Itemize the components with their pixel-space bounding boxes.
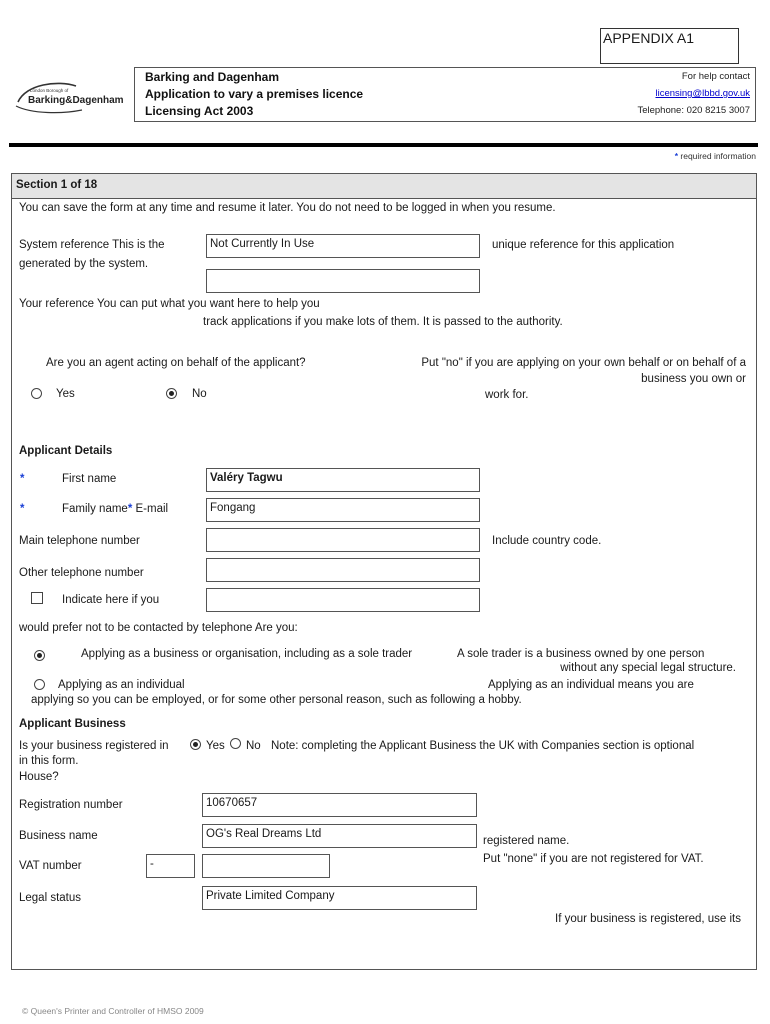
- agent-no-radio[interactable]: [166, 388, 177, 399]
- other-telephone-label: Other telephone number: [19, 567, 144, 579]
- help-contact: For help contact: [681, 71, 750, 82]
- registered-yes-radio[interactable]: [190, 739, 201, 750]
- required-note: [675, 151, 756, 161]
- legal-status-label: Legal status: [19, 892, 82, 904]
- applying-business-radio[interactable]: [34, 650, 45, 661]
- logo-main-text: Barking&Dagenham: [28, 95, 124, 106]
- family-name-label-text: Family name: [62, 503, 128, 515]
- system-reference-field[interactable]: Not Currently In Use: [206, 234, 480, 258]
- applying-individual-radio[interactable]: [34, 679, 45, 690]
- help-email-link[interactable]: licensing@lbbd.gov.uk: [655, 88, 750, 99]
- email-label: E-mail: [135, 503, 169, 515]
- council-logo: [12, 78, 130, 118]
- registration-number-input[interactable]: 10670657: [202, 793, 477, 817]
- business-registered-question: Is your business registered in: [19, 740, 169, 752]
- system-reference-label-2: generated by the system.: [19, 258, 149, 270]
- header-divider: [9, 143, 758, 147]
- applying-individual-note-1: Applying as an individual means you are: [488, 679, 694, 691]
- no-contact-label: Indicate here if you: [62, 594, 160, 606]
- applicant-details-heading: Applicant Details: [19, 445, 113, 457]
- your-reference-label: Your reference You can put what you want here to help you: [19, 298, 320, 310]
- registered-note: Note: completing the Applicant Business the UK with Companies section is optional: [271, 740, 695, 752]
- vat-note: Put "none" if you are not registered for VAT.: [483, 853, 704, 865]
- other-telephone-input[interactable]: [206, 558, 480, 582]
- business-name-input[interactable]: OG's Real Dreams Ltd: [202, 824, 477, 848]
- agent-note-3: work for.: [485, 389, 529, 401]
- applying-business-label: Applying as a business or organisation, including as a sole trader: [81, 648, 413, 660]
- intro-text: You can save the form at any time and resume it later. You do not need to be logged in when you resume.: [19, 202, 556, 214]
- no-contact-checkbox[interactable]: [31, 592, 43, 604]
- header-act: Licensing Act 2003: [145, 104, 254, 118]
- family-name-label: [62, 503, 168, 515]
- prefer-not-contacted-text: would prefer not to be contacted by telephone Are you:: [19, 622, 298, 634]
- agent-no-label: No: [192, 388, 207, 400]
- registered-yes-label: Yes: [206, 740, 225, 752]
- family-name-input[interactable]: Fongang: [206, 498, 480, 522]
- registered-use-note: If your business is registered, use its: [555, 913, 741, 925]
- business-name-note: registered name.: [483, 835, 570, 847]
- applying-business-note-1: A sole trader is a business owned by one person: [457, 648, 705, 660]
- main-telephone-note: Include country code.: [492, 535, 602, 547]
- applying-individual-note-2: applying so you can be employed, or for some other personal reason, such as following a hobby.: [31, 694, 522, 706]
- first-name-input[interactable]: Valéry Tagwu: [206, 468, 480, 492]
- applying-business-note-2: without any special legal structure.: [560, 662, 736, 674]
- help-telephone: Telephone: 020 8215 3007: [637, 105, 750, 116]
- section-header: Section 1 of 18: [11, 173, 757, 199]
- footer-copyright: © Queen's Printer and Controller of HMSO 2009: [22, 1006, 204, 1016]
- vat-number-label: VAT number: [19, 860, 82, 872]
- agent-yes-radio[interactable]: [31, 388, 42, 399]
- applying-individual-label: Applying as an individual: [58, 679, 185, 691]
- main-telephone-label: Main telephone number: [19, 535, 140, 547]
- legal-status-input[interactable]: Private Limited Company: [202, 886, 477, 910]
- vat-prefix-input[interactable]: -: [146, 854, 195, 878]
- extra-field-input[interactable]: [206, 588, 480, 612]
- system-reference-note: unique reference for this application: [492, 239, 675, 251]
- agent-note-2: business you own or: [641, 373, 746, 385]
- required-note-text: required information: [678, 151, 756, 161]
- main-telephone-input[interactable]: [206, 528, 480, 552]
- business-registered-question-3: House?: [19, 771, 59, 783]
- business-name-label: Business name: [19, 830, 98, 842]
- registration-number-label: Registration number: [19, 799, 123, 811]
- agent-note-1: Put "no" if you are applying on your own behalf or on behalf of a: [421, 357, 746, 369]
- required-star: *: [674, 151, 679, 161]
- appendix-label: APPENDIX A1: [600, 28, 739, 64]
- first-name-required-star: *: [20, 473, 25, 485]
- applicant-business-heading: Applicant Business: [19, 718, 126, 730]
- your-reference-input[interactable]: [206, 269, 480, 293]
- system-reference-label: System reference This is the: [19, 239, 165, 251]
- business-registered-question-2: in this form.: [19, 755, 79, 767]
- email-required-star: *: [127, 503, 133, 515]
- agent-yes-label: Yes: [56, 388, 75, 400]
- family-name-required-star: *: [20, 503, 25, 515]
- your-reference-note: track applications if you make lots of them. It is passed to the authority.: [203, 316, 563, 328]
- header-form-title: Application to vary a premises licence: [145, 87, 364, 101]
- agent-question: Are you an agent acting on behalf of the applicant?: [46, 357, 306, 369]
- registered-no-label: No: [246, 740, 261, 752]
- logo-small-text: London Borough of: [30, 88, 69, 93]
- first-name-label: First name: [62, 473, 117, 485]
- header-council: Barking and Dagenham: [145, 70, 280, 84]
- registered-no-radio[interactable]: [230, 738, 241, 749]
- vat-number-input[interactable]: [202, 854, 330, 878]
